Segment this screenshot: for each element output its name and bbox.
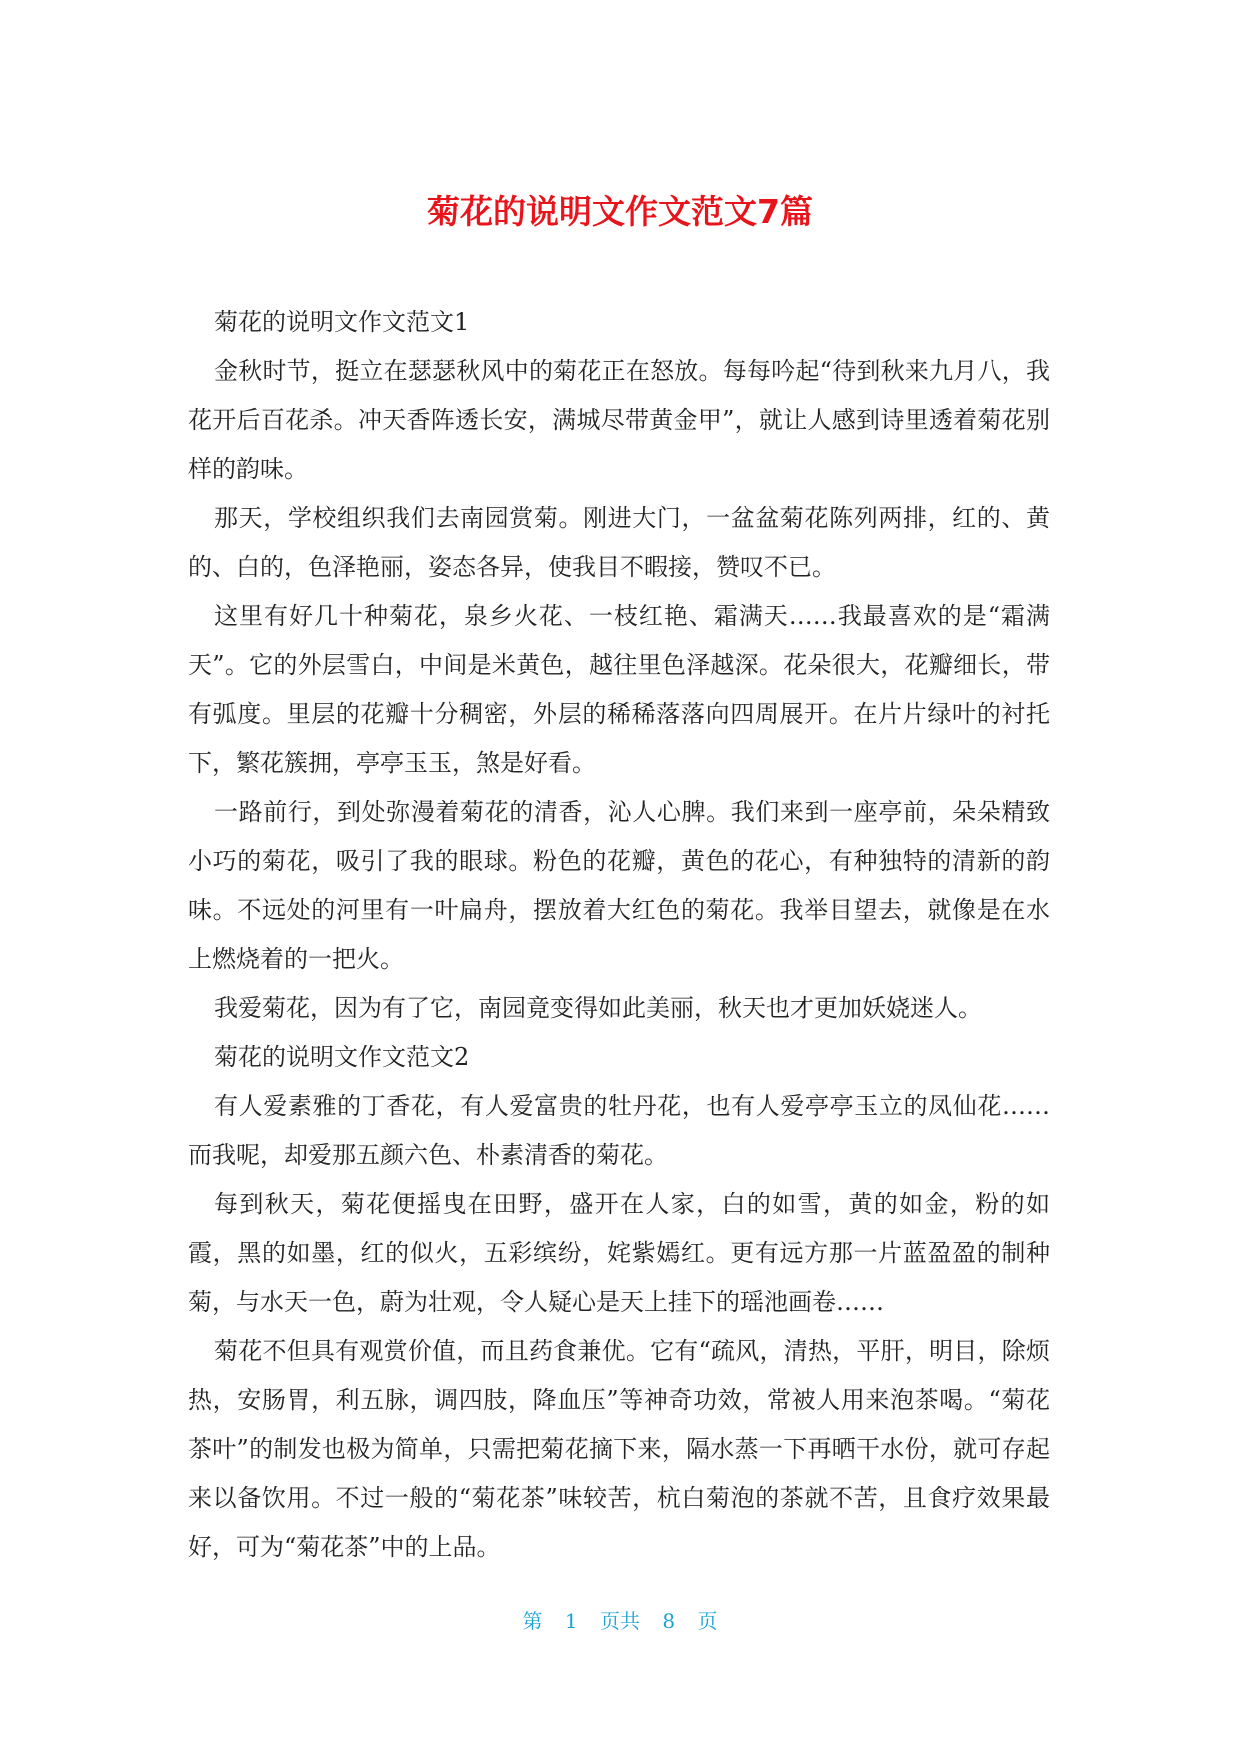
body-paragraph: 这里有好几十种菊花，泉乡火花、一枝红艳、霜满天……我最喜欢的是“霜满天”。它的外层雪白，中间是米黄色，越往里色泽越深。花朵很大，花瓣细长，带有弧度。里层的花瓣十分稠密，外层的稀稀落落向四周展开。在片片绿叶的衬托下，繁花簇拥，亭亭玉玉，煞是好看。	[188, 602, 1050, 777]
footer-page-number: 1	[564, 1609, 578, 1633]
body-paragraph: 菊花不但具有观赏价值，而且药食兼优。它有“疏风，清热，平肝，明目，除烦热，安肠胃，利五脉，调四肢，降血压”等神奇功效，常被人用来泡茶喝。“菊花茶叶”的制发也极为简单，只需把菊花摘下来，隔水蒸一下再晒干水份，就可存起来以备饮用。不过一般的“菊花茶”味较苦，杭白菊泡的茶就不苦，且食疗效果最好，可为“菊花茶”中的上品。	[188, 1337, 1050, 1561]
body-paragraph: 每到秋天，菊花便摇曳在田野，盛开在人家，白的如雪，黄的如金，粉的如霞，黑的如墨，红的似火，五彩缤纷，姹紫嫣红。更有远方那一片蓝盈盈的制种菊，与水天一色，蔚为壮观，令人疑心是天上挂下的瑶池画卷……	[188, 1190, 1050, 1316]
body-paragraph: 金秋时节，挺立在瑟瑟秋风中的菊花正在怒放。每每吟起“待到秋来九月八，我花开后百花杀。冲天香阵透长安，满城尽带黄金甲”，就让人感到诗里透着菊花别样的韵味。	[188, 357, 1050, 483]
footer-suffix: 页	[697, 1609, 718, 1633]
footer-middle: 页共	[600, 1609, 640, 1633]
page-footer	[0, 1605, 1240, 1634]
document-body	[188, 298, 1050, 1572]
body-paragraph: 一路前行，到处弥漫着菊花的清香，沁人心脾。我们来到一座亭前，朵朵精致小巧的菊花，吸引了我的眼球。粉色的花瓣，黄色的花心，有种独特的清新的韵味。不远处的河里有一叶扁舟，摆放着大红色的菊花。我举目望去，就像是在水上燃烧着的一把火。	[188, 798, 1050, 973]
document-title: 菊花的说明文作文范文7篇	[427, 192, 813, 231]
body-paragraph: 我爱菊花，因为有了它，南园竟变得如此美丽，秋天也才更加妖娆迷人。	[214, 994, 982, 1022]
body-paragraph: 那天，学校组织我们去南园赏菊。刚进大门，一盆盆菊花陈列两排，红的、黄的、白的，色泽艳丽，姿态各异，使我目不暇接，赞叹不已。	[188, 504, 1050, 581]
body-paragraph: 有人爱素雅的丁香花，有人爱富贵的牡丹花，也有人爱亭亭玉立的凤仙花……而我呢，却爱那五颜六色、朴素清香的菊花。	[188, 1092, 1050, 1169]
footer-total-pages: 8	[662, 1609, 676, 1633]
footer-prefix: 第	[522, 1609, 543, 1633]
section-heading-2: 菊花的说明文作文范文2	[214, 1043, 470, 1071]
section-heading-1: 菊花的说明文作文范文1	[214, 308, 470, 336]
